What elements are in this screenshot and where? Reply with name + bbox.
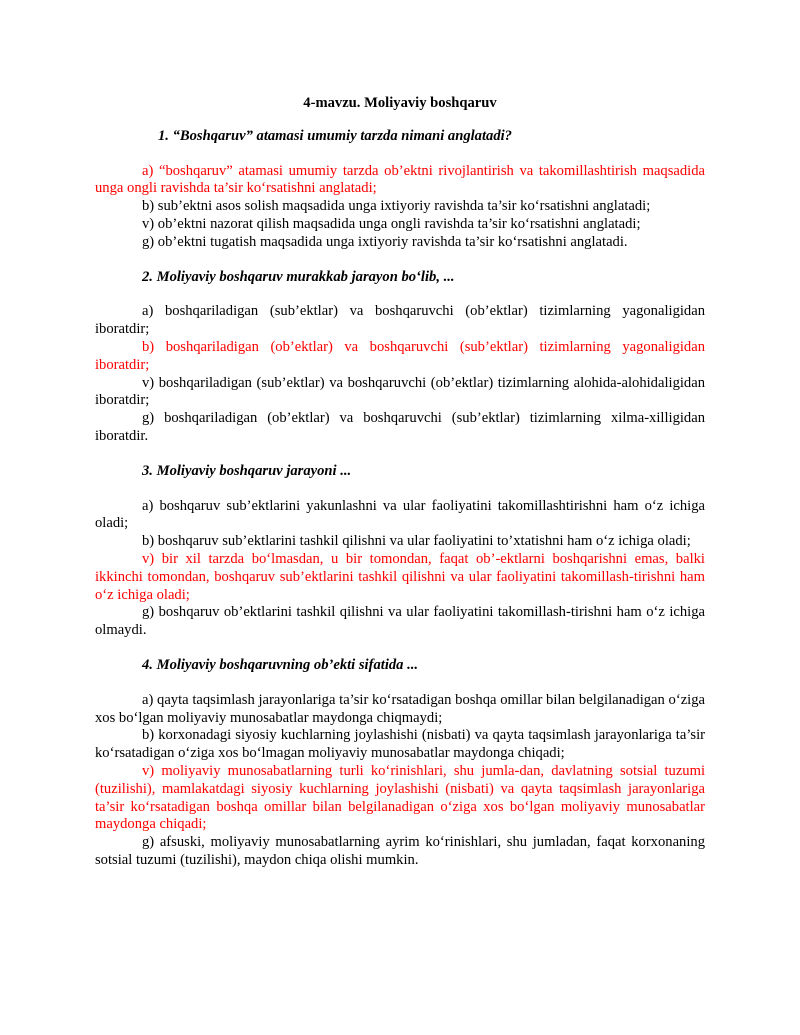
option-2g: g) boshqariladigan (ob’ektlar) va boshqaruvchi (sub’ektlar) tizimlarning xilma-xilligidan iboratdir. [95,410,705,444]
question-1: 1. “Boshqaruv” atamasi umumiy tarzda nimani anglatadi? [158,127,512,144]
option-1g: g) ob’ektni tugatish maqsadida unga ixtiyoriy ravishda ta’sir ko‘rsatishni anglatadi. [142,233,628,250]
option-1b: b) sub’ektni asos solish maqsadida unga ixtiyoriy ravishda ta’sir ko‘rsatishni anglatadi; [142,198,651,215]
option-2b: b) boshqariladigan (ob’ektlar) va boshqaruvchi (sub’ektlar) tizimlarning yagonaligidan iboratdir; [95,338,705,373]
option-4b: b) korxonadagi siyosiy kuchlarning joylashishi (nisbati) va qayta taqsimlash jarayonlariga ta’sir ko‘rsatadigan o‘ziga xos bo‘lmagan moliyaviy munosabatlar maydonga chiqadi; [95,727,705,762]
option-2a: a) boshqariladigan (sub’ektlar) va boshqaruvchi (ob’ektlar) tizimlarning yagonaligidan iboratdir; [95,303,705,338]
option-4v: v) moliyaviy munosabatlarning turli ko‘rinishlari, shu jumla-dan, davlatning sotsial tuzumi (tuzilishi), mamlakatdagi siyosiy kuchlarning joylashishi (nisbati) va qayta taqsimlash jarayonlariga ta’sir ko‘rsatadigan boshqa omillar bilan belgilanadigan o‘ziga xos bo‘lgan moliyaviy munosabatlar maydonga chiqadi; [95,762,705,833]
option-2v: v) boshqariladigan (sub’ektlar) va boshqaruvchi (ob’ektlar) tizimlarning alohida-alohidaligidan iboratdir; [95,374,705,409]
option-3v: v) bir xil tarzda bo‘lmasdan, u bir tomondan, faqat ob’-ektlarni boshqarishni emas, balki ikkinchi tomondan, boshqaruv sub’ektlarini tashkil qilishni va ular faoliyatini takomillash-tirishni ham o‘z ichiga oladi; [95,550,705,603]
option-4a: a) qayta taqsimlash jarayonlariga ta’sir ko‘rsatadigan boshqa omillar bilan belgilanadigan o‘ziga xos bo‘lgan moliyaviy munosabatlar maydonga chiqmaydi; [95,691,705,726]
option-1a: a) “boshqaruv” atamasi umumiy tarzda ob’ektni rivojlantirish va takomillashtirish maqsadida unga ongli ravishda ta’sir ko‘rsatishni anglatadi; [95,162,705,197]
document-page [95,95,705,870]
option-1v: v) ob’ektni nazorat qilish maqsadida unga ongli ravishda ta’sir ko‘rsatishni anglatadi; [142,215,641,232]
option-4g: g) afsuski, moliyaviy munosabatlarning ayrim ko‘rinishlari, shu jumladan, faqat korxonaning sotsial tuzumi (tuzilishi), maydon chiqa olishi mumkin. [95,834,705,868]
page-title: 4-mavzu. Moliyaviy boshqaruv [303,95,497,111]
question-4: 4. Moliyaviy boshqaruvning ob’ekti sifatida ... [142,656,419,673]
question-2: 2. Moliyaviy boshqaruv murakkab jarayon bo‘lib, ... [142,268,455,285]
option-3b: b) boshqaruv sub’ektlarini tashkil qilishni va ular faoliyatini to’xtatishni ham o‘z ichiga oladi; [142,533,691,550]
question-3: 3. Moliyaviy boshqaruv jarayoni ... [142,462,352,479]
option-3a: a) boshqaruv sub’ektlarini yakunlashni va ular faoliyatini takomillashtirishni ham o‘z ichiga oladi; [95,497,705,532]
option-3g: g) boshqaruv ob’ektlarini tashkil qilishni va ular faoliyatini takomillash-tirishni ham o‘z ichiga olmaydi. [95,604,705,639]
